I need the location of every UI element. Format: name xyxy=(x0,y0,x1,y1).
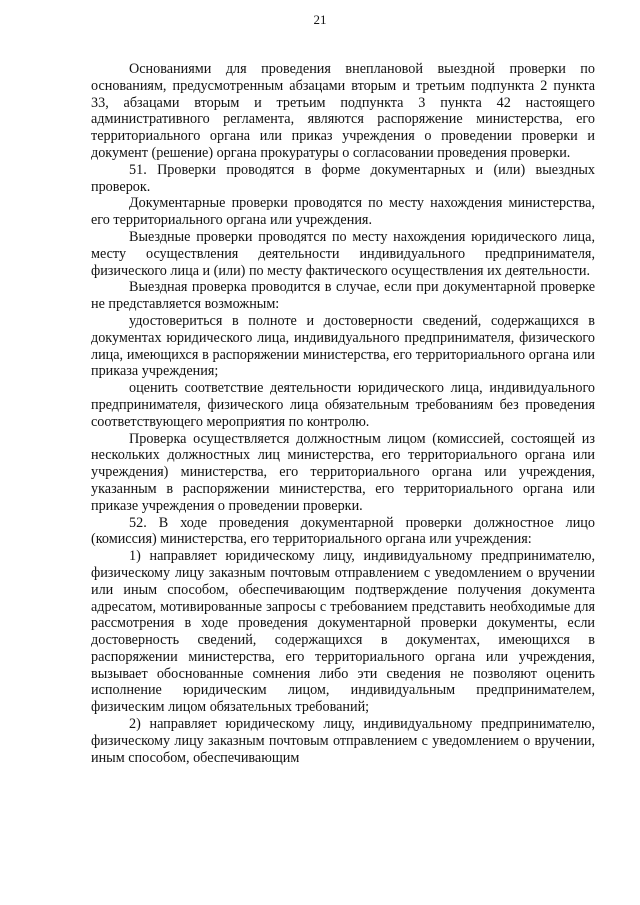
paragraph-grounds: Основаниями для проведения внеплановой выездной проверки по основаниям, предусмотренным абзацами вторым и третьим подпункта 2 пункта 33, абзацами вторым и третьим подпункта 3 пункта 42 настоящего административного регламента, являются распоряжение министерства, его территориального органа или приказ учреждения о проведении проверки и документ (решение) органа прокуратуры о согласовании проведения проверки. xyxy=(91,61,595,161)
page-number: 21 xyxy=(313,12,327,27)
document-body xyxy=(91,61,595,766)
paragraph-51: 51. Проверки проводятся в форме документарных и (или) выездных проверок. xyxy=(91,161,595,195)
paragraph-documentary-checks: Документарные проверки проводятся по месту нахождения министерства, его территориального органа или учреждения. xyxy=(91,195,595,229)
paragraph-assess-compliance: оценить соответствие деятельности юридического лица, индивидуального предпринимателя, физического лица обязательным требованиям без проведения соответствующего мероприятия по контролю. xyxy=(91,380,595,430)
paragraph-52-item-2: 2) направляет юридическому лицу, индивидуальному предпринимателю, физическому лицу заказным почтовым отправлением с уведомлением о вручении, иным способом, обеспечивающим xyxy=(91,716,595,766)
paragraph-verify-completeness: удостовериться в полноте и достоверности сведений, содержащихся в документах юридического лица, индивидуального предпринимателя, физического лица, имеющихся в распоряжении министерства, его территориального органа или приказа учреждения; xyxy=(91,312,595,380)
paragraph-check-officials: Проверка осуществляется должностным лицом (комиссией, состоящей из нескольких должностных лиц министерства, его территориального органа или учреждения) министерства, его территориального органа или учреждения, указанным в распоряжении министерства, его территориального органа или приказе учреждения о проведении проверки. xyxy=(91,430,595,514)
paragraph-52: 52. В ходе проведения документарной проверки должностное лицо (комиссия) министерства, его территориального органа или учреждения: xyxy=(91,514,595,548)
paragraph-field-checks: Выездные проверки проводятся по месту нахождения юридического лица, месту осуществления деятельности индивидуального предпринимателя, физического лица и (или) по месту фактического осуществления их деятельности. xyxy=(91,228,595,279)
paragraph-52-item-1: 1) направляет юридическому лицу, индивидуальному предпринимателю, физическому лицу заказным почтовым отправлением с уведомлением о вручении или иным способом, обеспечивающим подтверждение получения документа адресатом, мотивированные запросы с требованием представить необходимые для рассмотрения в ходе проведения документарной проверки документы, если достоверность сведений, содержащихся в документах, имеющихся в распоряжении министерства, его территориального органа или учреждения, вызывает обоснованные сомнения либо эти сведения не позволяют оценить исполнение юридическим лицом, индивидуальным предпринимателем, физическим лицом обязательных требований; xyxy=(91,548,595,716)
paragraph-field-check-cases: Выездная проверка проводится в случае, если при документарной проверке не представляется возможным: xyxy=(91,279,595,313)
